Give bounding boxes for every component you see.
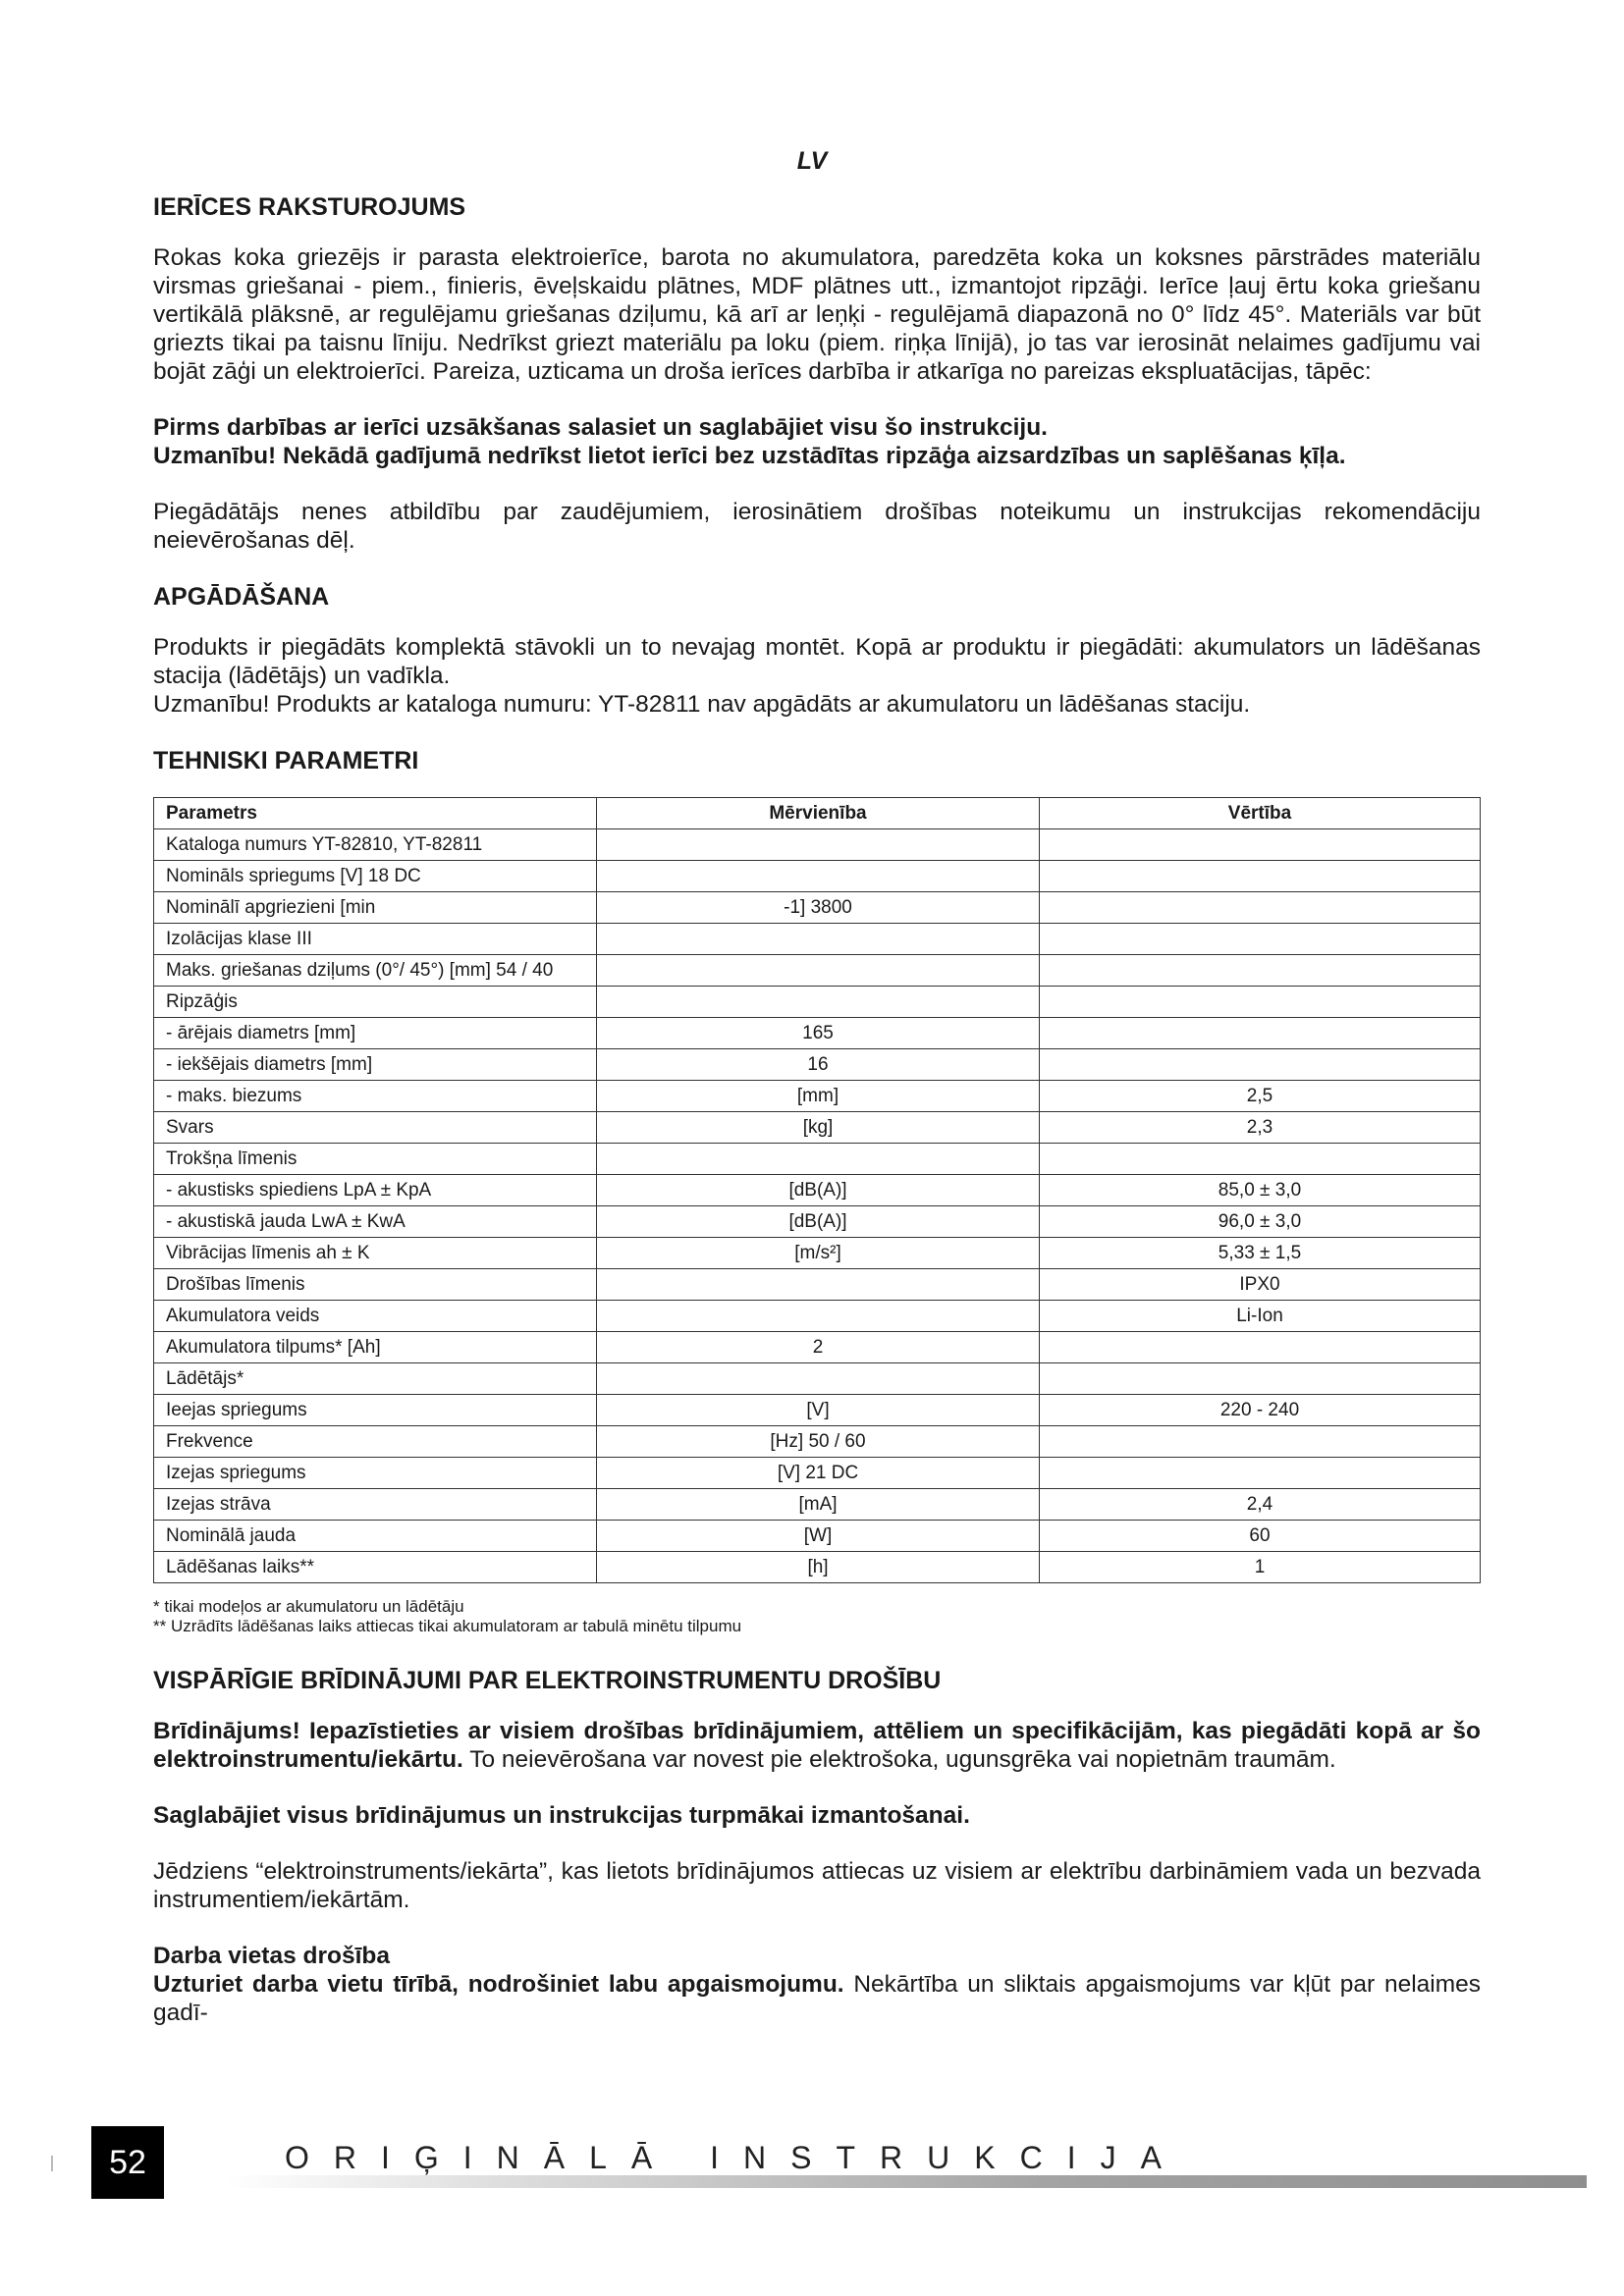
table-row bbox=[154, 1238, 1481, 1269]
value-cell bbox=[1040, 829, 1481, 861]
table-row bbox=[154, 1206, 1481, 1238]
unit-cell: [h] bbox=[597, 1552, 1040, 1583]
column-header-value: Vērtība bbox=[1040, 798, 1481, 829]
table-row bbox=[154, 1175, 1481, 1206]
value-cell: 1 bbox=[1040, 1552, 1481, 1583]
footnote-2: ** Uzrādīts lādēšanas laiks attiecas tikai akumulatoram ar tabulā minētu tilpumu bbox=[153, 1617, 742, 1635]
value-cell bbox=[1040, 861, 1481, 892]
unit-cell: [V] 21 DC bbox=[597, 1458, 1040, 1489]
value-cell: 2,4 bbox=[1040, 1489, 1481, 1521]
table-row bbox=[154, 1144, 1481, 1175]
table-row bbox=[154, 829, 1481, 861]
parameter-cell: Izejas strāva bbox=[154, 1489, 597, 1521]
parameter-cell: - ārējais diametrs [mm] bbox=[154, 1018, 597, 1049]
section-heading-supply: APGĀDĀŠANA bbox=[153, 583, 330, 611]
parameter-cell: - akustiskā jauda LwA ± KwA bbox=[154, 1206, 597, 1238]
table-row bbox=[154, 1395, 1481, 1426]
parameter-cell: Izejas spriegums bbox=[154, 1458, 597, 1489]
page-number: 52 bbox=[91, 2126, 164, 2199]
table-row bbox=[154, 1018, 1481, 1049]
footer-gradient-bar bbox=[226, 2175, 1587, 2188]
unit-cell bbox=[597, 1269, 1040, 1301]
value-cell: 2,3 bbox=[1040, 1112, 1481, 1144]
unit-cell bbox=[597, 987, 1040, 1018]
footer-title: ORIĢINĀLĀ INSTRUKCIJA bbox=[285, 2140, 1186, 2175]
table-body bbox=[154, 829, 1481, 1583]
column-header-unit: Mērvienība bbox=[597, 798, 1040, 829]
parameter-cell: - iekšējais diametrs [mm] bbox=[154, 1049, 597, 1081]
work-area-rest: Nekārtība un sliktais apgaismojums var kļūt par nelaimes gadī- bbox=[153, 1971, 1481, 2026]
unit-cell: [kg] bbox=[597, 1112, 1040, 1144]
parameter-cell: Lādēšanas laiks** bbox=[154, 1552, 597, 1583]
language-code: LV bbox=[796, 147, 828, 175]
unit-cell: [V] bbox=[597, 1395, 1040, 1426]
value-cell bbox=[1040, 1144, 1481, 1175]
value-cell bbox=[1040, 924, 1481, 955]
parameter-cell: Maks. griešanas dziļums (0°/ 45°) [mm] 54 / 40 bbox=[154, 955, 597, 987]
technical-parameters-table bbox=[153, 797, 1481, 1583]
value-cell: 96,0 ± 3,0 bbox=[1040, 1206, 1481, 1238]
value-cell bbox=[1040, 1426, 1481, 1458]
table-row bbox=[154, 987, 1481, 1018]
table-footnotes bbox=[153, 1597, 1481, 1636]
table-row bbox=[154, 1112, 1481, 1144]
table-row bbox=[154, 1301, 1481, 1332]
table-row bbox=[154, 1458, 1481, 1489]
table-row bbox=[154, 924, 1481, 955]
table-row bbox=[154, 1426, 1481, 1458]
value-cell: 2,5 bbox=[1040, 1081, 1481, 1112]
footnote-1: * tikai modeļos ar akumulatoru un lādētāju bbox=[153, 1597, 464, 1616]
value-cell: 220 - 240 bbox=[1040, 1395, 1481, 1426]
unit-cell bbox=[597, 829, 1040, 861]
unit-cell: -1] 3800 bbox=[597, 892, 1040, 924]
safety-warning-rest: To neievērošana var novest pie elektrošoka, ugunsgrēka vai nopietnām traumām. bbox=[462, 1746, 1336, 1773]
work-area-paragraph bbox=[153, 1970, 1481, 2027]
keep-instructions-notice: Saglabājiet visus brīdinājumus un instrukcijas turpmākai izmantošanai. bbox=[153, 1802, 970, 1829]
table-row bbox=[154, 1049, 1481, 1081]
table-row bbox=[154, 1269, 1481, 1301]
supply-note: Uzmanību! Produkts ar kataloga numuru: YT-82811 nav apgādāts ar akumulatoru un lādēšanas staciju. bbox=[153, 691, 1251, 718]
parameter-cell: Frekvence bbox=[154, 1426, 597, 1458]
section-heading-characteristics: IERĪCES RAKSTUROJUMS bbox=[153, 193, 466, 221]
parameter-cell: - maks. biezums bbox=[154, 1081, 597, 1112]
unit-cell bbox=[597, 955, 1040, 987]
parameter-cell: Ripzāģis bbox=[154, 987, 597, 1018]
value-cell bbox=[1040, 1018, 1481, 1049]
value-cell: 5,33 ± 1,5 bbox=[1040, 1238, 1481, 1269]
parameter-cell: Nomināls spriegums [V] 18 DC bbox=[154, 861, 597, 892]
section-heading-technical: TEHNISKI PARAMETRI bbox=[153, 747, 419, 774]
margin-tick bbox=[51, 2156, 53, 2171]
parameter-cell: - akustisks spiediens LpA ± KpA bbox=[154, 1175, 597, 1206]
parameter-cell: Ieejas spriegums bbox=[154, 1395, 597, 1426]
value-cell: Li-Ion bbox=[1040, 1301, 1481, 1332]
parameter-cell: Vibrācijas līmenis ah ± K bbox=[154, 1238, 597, 1269]
parameter-cell: Drošības līmenis bbox=[154, 1269, 597, 1301]
table-row bbox=[154, 1489, 1481, 1521]
guard-warning-notice: Uzmanību! Nekādā gadījumā nedrīkst lietot ierīci bez uzstādītas ripzāģa aizsardzības un saplēšanas ķīļa. bbox=[153, 443, 1346, 469]
read-instructions-notice: Pirms darbības ar ierīci uzsākšanas salasiet un saglabājiet visu šo instrukciju. bbox=[153, 414, 1048, 441]
table-row bbox=[154, 1552, 1481, 1583]
table-row bbox=[154, 1363, 1481, 1395]
parameter-cell: Akumulatora tilpums* [Ah] bbox=[154, 1332, 597, 1363]
term-definition-paragraph: Jēdziens “elektroinstruments/iekārta”, kas lietots brīdinājumos attiecas uz visiem ar elektrību darbināmiem vada un bezvada instrumentiem/iekārtām. bbox=[153, 1858, 1481, 1913]
table-row bbox=[154, 955, 1481, 987]
supply-paragraph: Produkts ir piegādāts komplektā stāvokli un to nevajag montēt. Kopā ar produktu ir piegādāti: akumulators un lādēšanas stacija (lādētājs) un vadīkla. bbox=[153, 634, 1481, 689]
parameter-cell: Nominālā jauda bbox=[154, 1521, 597, 1552]
safety-warning-paragraph bbox=[153, 1717, 1481, 1774]
unit-cell bbox=[597, 1363, 1040, 1395]
unit-cell: [m/s²] bbox=[597, 1238, 1040, 1269]
section-heading-safety: VISPĀRĪGIE BRĪDINĀJUMI PAR ELEKTROINSTRUMENTU DROŠĪBU bbox=[153, 1667, 942, 1694]
unit-cell bbox=[597, 1301, 1040, 1332]
value-cell bbox=[1040, 1049, 1481, 1081]
value-cell bbox=[1040, 1363, 1481, 1395]
unit-cell: [mm] bbox=[597, 1081, 1040, 1112]
unit-cell bbox=[597, 924, 1040, 955]
unit-cell: [mA] bbox=[597, 1489, 1040, 1521]
unit-cell: 2 bbox=[597, 1332, 1040, 1363]
value-cell: IPX0 bbox=[1040, 1269, 1481, 1301]
table-row bbox=[154, 892, 1481, 924]
table-header-row bbox=[154, 798, 1481, 829]
work-area-heading: Darba vietas drošība bbox=[153, 1943, 391, 1969]
parameter-cell: Svars bbox=[154, 1112, 597, 1144]
parameter-cell: Trokšņa līmenis bbox=[154, 1144, 597, 1175]
value-cell: 85,0 ± 3,0 bbox=[1040, 1175, 1481, 1206]
unit-cell: 165 bbox=[597, 1018, 1040, 1049]
table-row bbox=[154, 861, 1481, 892]
parameter-cell: Nominālī apgriezieni [min bbox=[154, 892, 597, 924]
unit-cell bbox=[597, 861, 1040, 892]
unit-cell: [dB(A)] bbox=[597, 1175, 1040, 1206]
safety-warning-bold: Brīdinājums! Iepazīstieties ar visiem drošības brīdinājumiem, attēliem un specifikācijām, kas piegādāti kopā ar šo elektroinstrumentu/iekārtu. bbox=[153, 1718, 1481, 1773]
parameter-cell: Izolācijas klase III bbox=[154, 924, 597, 955]
value-cell bbox=[1040, 1332, 1481, 1363]
table-row bbox=[154, 1332, 1481, 1363]
value-cell bbox=[1040, 892, 1481, 924]
unit-cell: [Hz] 50 / 60 bbox=[597, 1426, 1040, 1458]
value-cell: 60 bbox=[1040, 1521, 1481, 1552]
liability-paragraph: Piegādātājs nenes atbildību par zaudējumiem, ierosinātiem drošības noteikumu un instrukcijas rekomendāciju neievērošanas dēļ. bbox=[153, 499, 1481, 554]
parameter-cell: Kataloga numurs YT-82810, YT-82811 bbox=[154, 829, 597, 861]
column-header-parameter: Parametrs bbox=[154, 798, 597, 829]
value-cell bbox=[1040, 955, 1481, 987]
unit-cell: [W] bbox=[597, 1521, 1040, 1552]
value-cell bbox=[1040, 1458, 1481, 1489]
parameter-cell: Akumulatora veids bbox=[154, 1301, 597, 1332]
value-cell bbox=[1040, 987, 1481, 1018]
parameter-cell: Lādētājs* bbox=[154, 1363, 597, 1395]
characteristics-paragraph: Rokas koka griezējs ir parasta elektroierīce, barota no akumulatora, paredzēta koka un koksnes pārstrādes materiālu virsmas griešanai - piem., finieris, ēveļskaidu plātnes, MDF plātnes utt., izmantojot ripzāģi. Ierīce ļauj ērtu koka griešanu vertikālā plāksnē, ar regulējamu griešanas dziļumu, kā arī ar leņķi - regulējamā diapazonā no 0° līdz 45°. Materiāls var būt griezts tikai pa taisnu līniju. Nedrīkst griezt materiālu pa loku (piem. riņķa līnijā), jo tas var ierosināt nelaimes gadījumu vai bojāt zāģi un elektroierīci. Pareiza, uzticama un droša ierīces darbība ir atkarīga no pareizas ekspluatācijas, tāpēc: bbox=[153, 244, 1481, 385]
unit-cell: 16 bbox=[597, 1049, 1040, 1081]
table-row bbox=[154, 1521, 1481, 1552]
unit-cell bbox=[597, 1144, 1040, 1175]
work-area-bold: Uzturiet darba vietu tīrībā, nodrošiniet labu apgaismojumu. bbox=[153, 1971, 844, 1998]
main-content bbox=[153, 192, 1481, 2027]
unit-cell: [dB(A)] bbox=[597, 1206, 1040, 1238]
table-row bbox=[154, 1081, 1481, 1112]
